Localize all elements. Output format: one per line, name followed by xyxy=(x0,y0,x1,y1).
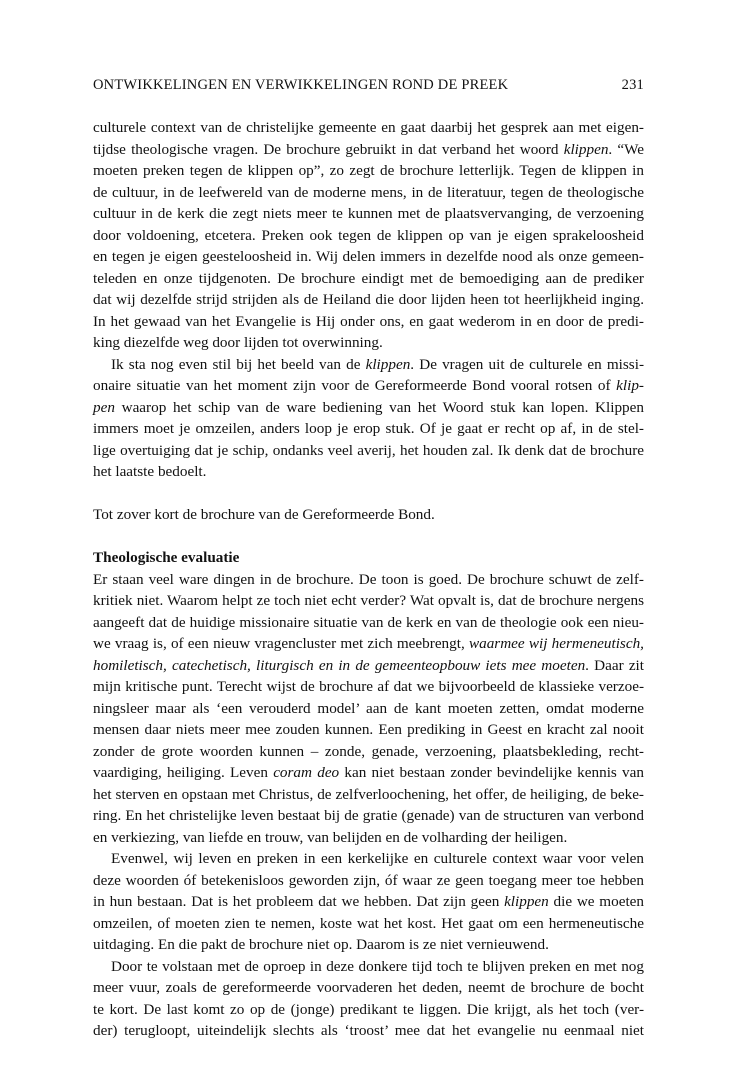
text-line: tijdse theologische vragen. De brochure gebruikt in dat verband het woord klippen. “We xyxy=(93,140,644,158)
paragraph-6 xyxy=(93,956,644,1042)
text-line: lige overtuiging dat je schip, ondanks veel averij, het houden zal. Ik denk dat de brochure xyxy=(93,441,644,459)
text-line: homiletisch, catechetisch, liturgisch en in de gemeenteopbouw iets mee moeten. Daar zit xyxy=(93,656,644,674)
section-heading: Theologische evaluatie xyxy=(93,549,240,566)
text-line: en tegen je eigen geesteloosheid in. Wij delen immers in dezelfde nood als onze gemeen- xyxy=(93,248,644,265)
text-line: we vraag is, of een nieuw vragencluster met zich meebrengt, waarmee wij hermeneutisch, xyxy=(93,635,644,652)
text-line: pen waarop het schip van de ware bediening van het Woord stuk kan lopen. Klippen xyxy=(93,398,644,416)
text-line: dat wij dezelfde strijd strijden als de Heiland die door lijden heen tot heerlijkheid inging. xyxy=(93,291,644,308)
text-line: mijn kritische punt. Terecht wijst de brochure af dat we bijvoorbeeld de klassieke verzoe- xyxy=(93,678,644,695)
text-line: Er staan veel ware dingen in de brochure. De toon is goed. De brochure schuwt de zelf- xyxy=(93,570,644,588)
text-line: immers moet je omzeilen, anders loop je erop stuk. Of je gaat er recht op af, in de stel- xyxy=(93,420,644,437)
text-line: culturele context van de christelijke gemeente en gaat daarbij het gesprek aan met eigen- xyxy=(93,119,644,136)
italic-phrase: homiletisch, catechetisch, liturgisch en in de gemeenteopbouw iets mee moeten xyxy=(93,656,586,674)
text-line: in hun bestaan. Dat is het probleem dat we hebben. Dat zijn geen klippen die we moeten xyxy=(93,893,645,910)
text-line: Tot zover kort de brochure van de Gereformeerde Bond. xyxy=(93,506,435,523)
text-line: het sterven en opstaan met Christus, de zelfverloochening, het offer, de heiliging, de beke- xyxy=(93,785,644,803)
text-line: het laatste bedoelt. xyxy=(93,463,207,480)
text-line: en verkiezing, van liefde en trouw, van belijden en de volharding der heiligen. xyxy=(93,828,568,846)
text-line: king diezelfde weg door lijden tot overwinning. xyxy=(93,334,383,351)
text-line: zonder de grote woorden kunnen – zonde, genade, verzoening, plaatsbekleding, recht- xyxy=(93,742,644,760)
paragraph-5 xyxy=(93,848,644,956)
text-line: aangeeft dat de huidige missionaire situatie van de kerk en van de theologie ook een nieu- xyxy=(93,613,644,631)
italic-term: pen xyxy=(93,398,115,416)
text-line: meer vuur, zoals de gereformeerde voorvaderen het deden, neemt de brochure de bocht xyxy=(93,979,644,996)
text-line: door voldoening, etcetera. Preken ook tegen de klippen op van je eigen sprakeloosheid xyxy=(93,226,644,244)
body-text xyxy=(93,117,644,1042)
italic-term: coram deo xyxy=(273,764,340,781)
text-line: In het gewaad van het Evangelie is Hij onder ons, en gaat wederom in en door de predi- xyxy=(93,312,644,330)
text-line: Evenwel, wij leven en preken in een kerkelijke en culturele context waar voor velen xyxy=(111,850,644,867)
page-number: 231 xyxy=(621,77,644,93)
italic-term: klip- xyxy=(616,377,644,394)
text-line: onaire situatie van het moment zijn voor de Gereformeerde Bond vooral rotsen of klip- xyxy=(93,377,644,394)
paragraph-3 xyxy=(93,504,644,526)
text-line: te kort. De last komt zo op de (jonge) predikant te liggen. Die krijgt, als het toch (ver- xyxy=(93,1000,644,1018)
text-line: moeten preken tegen de klippen op”, zo zegt de brochure letterlijk. Tegen de klippen in xyxy=(93,162,644,179)
italic-phrase: waarmee wij hermeneutisch, xyxy=(468,635,644,652)
text-line: omzeilen, of moeten zien te nemen, koste wat het kost. Het gaat om een hermeneutische xyxy=(93,914,644,932)
paragraph-1 xyxy=(93,117,644,354)
text-line: Ik sta nog even stil bij het beeld van de klippen. De vragen uit de culturele en missi- xyxy=(111,355,644,373)
italic-term: klippen xyxy=(365,355,411,373)
text-line: deze woorden óf betekenisloos geworden zijn, óf waar ze geen toegang meer toe hebben xyxy=(93,871,644,889)
running-header xyxy=(93,77,644,94)
text-line: vaardiging, heiliging. Leven coram deo kan niet bestaan zonder bevindelijke kennis van xyxy=(93,764,644,781)
text-line: uitdaging. En die pakt de brochure niet op. Daarom is ze niet vernieuwend. xyxy=(93,936,549,953)
paragraph-4 xyxy=(93,569,644,849)
running-title: ONTWIKKELINGEN EN VERWIKKELINGEN ROND DE PREEK xyxy=(93,77,509,93)
text-line: teleden en onze tijdgenoten. De brochure eindigt met de bemoediging aan de prediker xyxy=(93,269,644,287)
text-line: cultuur in de kerk die zegt niets meer te kunnen met de plaatsvervanging, de verzoening xyxy=(93,205,644,222)
italic-term: klippen xyxy=(563,140,609,158)
text-line: Door te volstaan met de oproep in deze donkere tijd toch te blijven preken en met nog xyxy=(111,957,644,975)
text-line: de cultuur, in de leefwereld van de moderne mens, in de literatuur, tegen de theologische xyxy=(93,183,644,201)
text-line: kritiek niet. Waarom helpt ze toch niet echt verder? Wat opvalt is, dat de brochure nergens xyxy=(93,592,644,609)
text-line: mensen daar niets meer mee zouden kunnen. Een prediking in Geest en kracht zal nooit xyxy=(93,721,644,738)
text-line: ring. En het christelijke leven bestaat bij de gratie (genade) van de structuren van verbond xyxy=(93,807,644,824)
text-line: der) terugloopt, uiteindelijk slechts als ‘troost’ mee dat het evangelie nu eenmaal niet xyxy=(93,1022,644,1039)
italic-term: klippen xyxy=(504,893,549,910)
text-line: ningsleer maar als ‘een verouderd model’ aan de kant moeten zetten, omdat moderne xyxy=(93,699,644,717)
paragraph-2 xyxy=(93,354,644,483)
